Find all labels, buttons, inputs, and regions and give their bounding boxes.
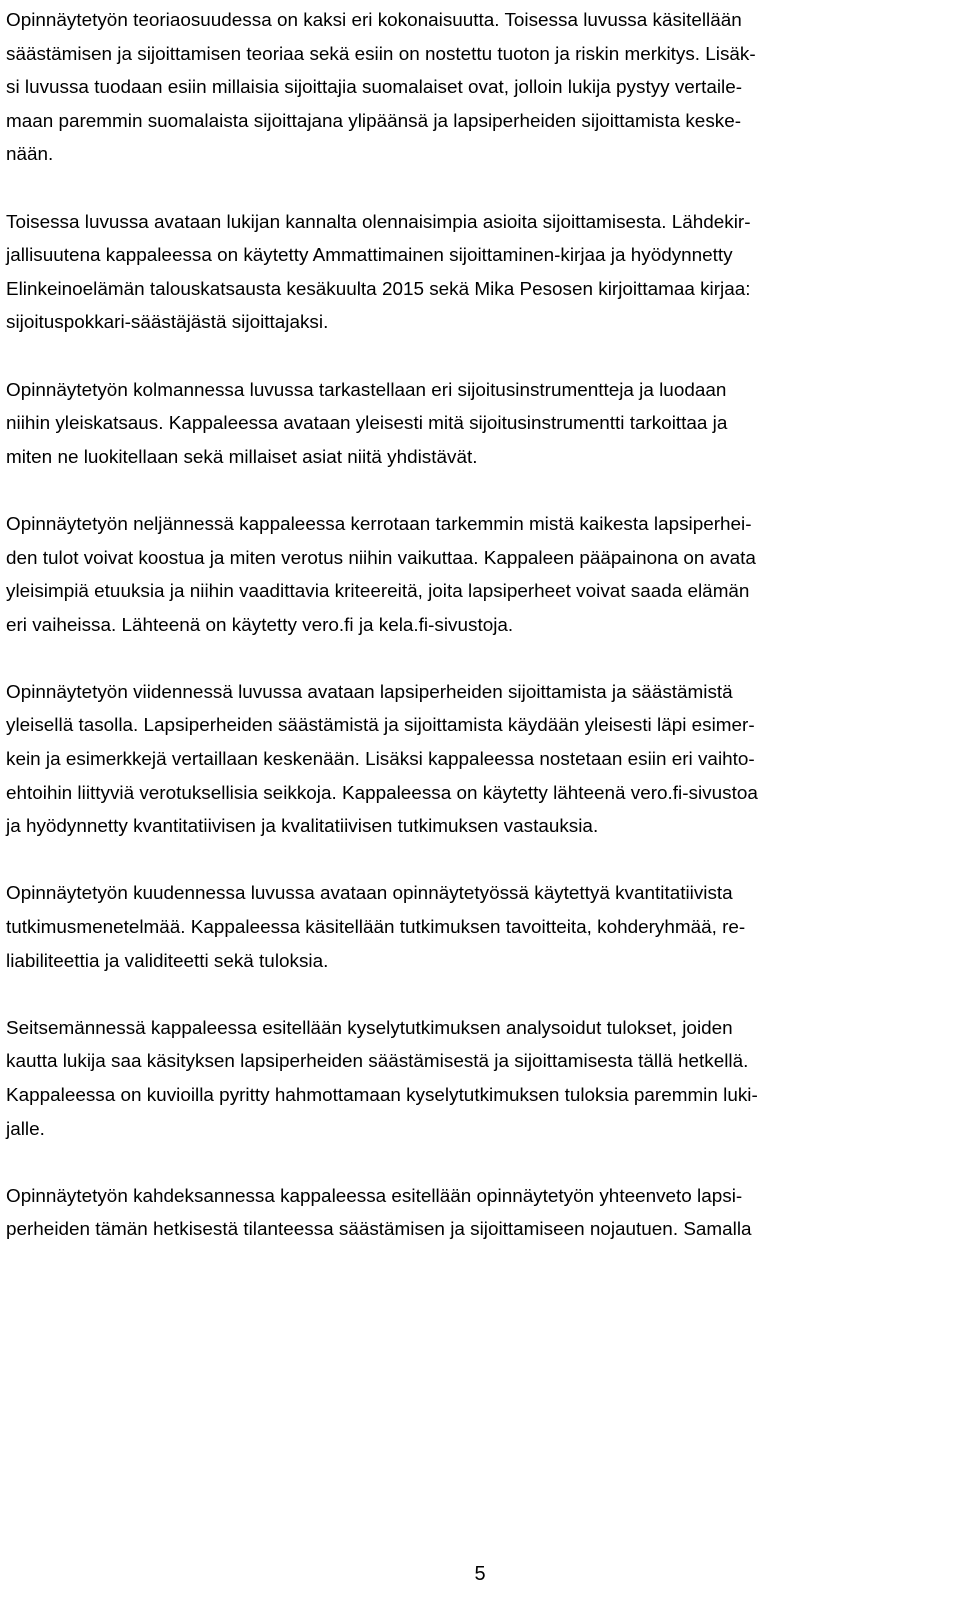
page-number: 5 (474, 1563, 486, 1585)
paragraph-4: Opinnäytetyön neljännessä kappaleessa kerrotaan tarkemmin mistä kaikesta lapsiperhei- den tulot voivat koostua ja miten verotus niihin vaikuttaa. Kappaleen pääpainona on avata yleisimpiä etuuksia ja niihin vaadittavia kriteereitä, joita lapsiperheet voivat saada elämän eri vaiheissa. Lähteenä on käytetty vero.fi ja kela.fi-sivustoja. (6, 513, 756, 636)
document-page (6, 4, 946, 1281)
paragraph-5: Opinnäytetyön viidennessä luvussa avataan lapsiperheiden sijoittamista ja säästämistä yleisellä tasolla. Lapsiperheiden säästämistä ja sijoittamista käydään yleisesti läpi esimer- kein ja esimerkkejä vertaillaan keskenään. Lisäksi kappaleessa nostetaan esiin eri vaihto- ehtoihin liittyviä verotuksellisia seikkoja. Kappaleessa on käytetty lähteenä vero.fi-sivustoa ja hyödynnetty kvantitatiivisen ja kvalitatiivisen tutkimuksen vastauksia. (6, 681, 758, 838)
paragraph-6: Opinnäytetyön kuudennessa luvussa avataan opinnäytetyössä käytettyä kvantitatiivista tutkimusmenetelmää. Kappaleessa käsitellään tutkimuksen tavoitteita, kohderyhmää, re- liabiliteettia ja validiteetti sekä tuloksia. (6, 883, 746, 972)
paragraph-8: Opinnäytetyön kahdeksannessa kappaleessa esitellään opinnäytetyön yhteenveto lapsi- perheiden tämän hetkisestä tilanteessa säästämisen ja sijoittamiseen nojautuen. Samalla (6, 1185, 752, 1241)
paragraph-2: Toisessa luvussa avataan lukijan kannalta olennaisimpia asioita sijoittamisesta. Lähdekir- jallisuutena kappaleessa on käytetty Ammattimainen sijoittaminen-kirjaa ja hyödynnetty Elinkeinoelämän talouskatsausta kesäkuulta 2015 sekä Mika Pesosen kirjoittamaa kirjaa: sijoituspokkari-säästäjästä sijoittajaksi. (6, 211, 751, 334)
paragraph-7: Seitsemännessä kappaleessa esitellään kyselytutkimuksen analysoidut tulokset, joiden kautta lukija saa käsityksen lapsiperheiden säästämisestä ja sijoittamisesta tällä hetkellä. Kappaleessa on kuvioilla pyritty hahmottamaan kyselytutkimuksen tuloksia paremmin luki- jalle. (6, 1017, 758, 1140)
paragraph-1: Opinnäytetyön teoriaosuudessa on kaksi eri kokonaisuutta. Toisessa luvussa käsitellään säästämisen ja sijoittamisen teoriaa sekä esiin on nostettu tuoton ja riskin merkitys. Lisäk- si luvussa tuodaan esiin millaisia sijoittajia suomalaiset ovat, jolloin lukija pystyy vertaile- maan paremmin suomalaista sijoittajana ylipäänsä ja lapsiperheiden sijoittamista keske- nään. (6, 10, 756, 166)
paragraph-3: Opinnäytetyön kolmannessa luvussa tarkastellaan eri sijoitusinstrumentteja ja luodaan niihin yleiskatsaus. Kappaleessa avataan yleisesti mitä sijoitusinstrumentti tarkoittaa ja miten ne luokitellaan sekä millaiset asiat niitä yhdistävät. (6, 379, 728, 468)
